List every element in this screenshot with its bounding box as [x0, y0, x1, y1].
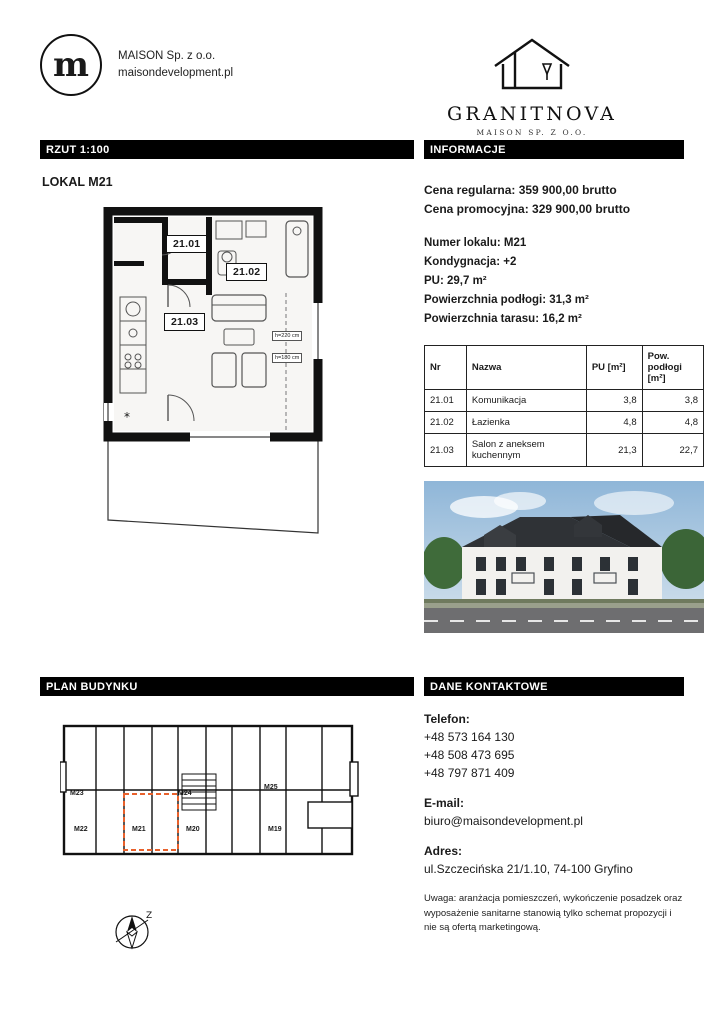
floor-plan-drawing: [40, 207, 414, 557]
section-bar-bottom: [40, 677, 684, 696]
cell-nr: 21.02: [425, 412, 467, 434]
building-photo: [424, 481, 704, 633]
info-column: [424, 169, 704, 633]
th-pow: Pow. podłogi [m²]: [642, 346, 703, 390]
price-regular: Cena regularna: 359 900,00 brutto: [424, 183, 617, 197]
bar-plan-budynku-label: PLAN BUDYNKU: [40, 677, 414, 696]
email-label: E-mail:: [424, 796, 465, 811]
disclaimer-text: Uwaga: aranżacja pomieszczeń, wykończenie posadzek oraz wyposażenie sanitarne stanowią tylko schemat propozycji i nie są ofertą marketingową.: [424, 893, 683, 934]
cell-pow: 22,7: [642, 434, 703, 467]
company-name: MAISON Sp. z o.o.: [118, 50, 216, 63]
th-nr: Nr: [425, 346, 467, 390]
rooms-table: [424, 345, 704, 467]
brand-name: GRANITNOVA: [446, 103, 618, 125]
cell-nazwa: Komunikacja: [466, 390, 586, 412]
cell-nr: 21.01: [425, 390, 467, 412]
bar-informacje-label: INFORMACJE: [424, 140, 684, 159]
building-plan-column: [40, 712, 414, 936]
lokal-title: LOKAL M21: [42, 175, 113, 189]
compass-icon: [106, 902, 162, 958]
cell-pu: 4,8: [586, 412, 642, 434]
address-value: ul.Szczecińska 21/1.10, 74-100 Gryfino: [424, 862, 633, 877]
height-note-220: h=220 cm: [272, 331, 302, 341]
logo-letter: m: [53, 45, 89, 85]
th-pu: PU [m²]: [586, 346, 642, 390]
info-powierzchnia-tarasu: Powierzchnia tarasu: 16,2 m²: [424, 313, 582, 326]
price-promo: Cena promocyjna: 329 900,00 brutto: [424, 201, 631, 216]
cell-pu: 21,3: [586, 434, 642, 467]
bar-dane-kontaktowe-label: DANE KONTAKTOWE: [424, 677, 684, 696]
svg-text:Z: Z: [146, 911, 153, 922]
info-kondygnacja: Kondygnacja: +2: [424, 256, 517, 269]
unit-label-m25: M25: [264, 784, 278, 792]
cell-nazwa: Łazienka: [466, 412, 586, 434]
brand-subtitle: MAISON SP. Z O.O.: [476, 128, 588, 137]
svg-text:*: *: [124, 410, 130, 424]
company-website: maisondevelopment.pl: [118, 67, 234, 79]
cell-nazwa: Salon z aneksem kuchennym: [466, 434, 586, 467]
company-brand: [40, 34, 380, 96]
granitnova-brand: [380, 34, 684, 137]
room-label-2103: 21.03: [164, 313, 205, 331]
maison-logo-icon: [40, 34, 102, 96]
unit-label-m21: M21: [132, 826, 146, 834]
floor-plan: [40, 207, 414, 557]
bottom-content: [0, 712, 724, 936]
building-photo-image: [424, 481, 704, 633]
table-header-row: [425, 346, 704, 390]
floorplan-column: [40, 169, 414, 633]
info-powierzchnia-podlogi: Powierzchnia podłogi: 31,3 m²: [424, 294, 589, 307]
price-block: [424, 181, 704, 218]
section-bar-top: [40, 140, 684, 159]
bar-rzut-label: RZUT 1:100: [40, 140, 414, 159]
cell-pow: 3,8: [642, 390, 703, 412]
cell-nr: 21.03: [425, 434, 467, 467]
building-plan-drawing: [60, 716, 360, 886]
unit-label-m20: M20: [186, 826, 200, 834]
house-logo-icon: [489, 34, 575, 97]
height-note-180: h=180 cm: [272, 353, 302, 363]
th-nazwa: Nazwa: [466, 346, 586, 390]
table-row: [425, 412, 704, 434]
phone-list: [424, 728, 684, 782]
email-value[interactable]: biuro@maisondevelopment.pl: [424, 814, 583, 829]
contact-column: [424, 712, 684, 936]
room-label-2102: 21.02: [226, 263, 267, 281]
phone-label: Telefon:: [424, 712, 470, 727]
bar-gap-2: [414, 677, 424, 696]
unit-label-m24: M24: [178, 790, 192, 798]
room-label-2101: 21.01: [166, 235, 207, 253]
phone-1: +48 573 164 130: [424, 730, 515, 745]
bar-gap: [414, 140, 424, 159]
unit-label-m23: M23: [70, 790, 84, 798]
table-row: [425, 390, 704, 412]
unit-info-block: [424, 234, 704, 329]
phone-3: +48 797 871 409: [424, 766, 515, 781]
unit-label-m19: M19: [268, 826, 282, 834]
building-plan: [60, 716, 360, 922]
info-pu: PU: 29,7 m²: [424, 275, 487, 288]
cell-pu: 3,8: [586, 390, 642, 412]
cell-pow: 4,8: [642, 412, 703, 434]
info-numer-lokalu: Numer lokalu: M21: [424, 237, 527, 250]
table-row: [425, 434, 704, 467]
phone-2: +48 508 473 695: [424, 748, 515, 763]
company-info: [118, 48, 233, 81]
unit-label-m22: M22: [74, 826, 88, 834]
page-header: [0, 0, 724, 140]
address-label: Adres:: [424, 844, 463, 859]
main-content: [0, 169, 724, 633]
